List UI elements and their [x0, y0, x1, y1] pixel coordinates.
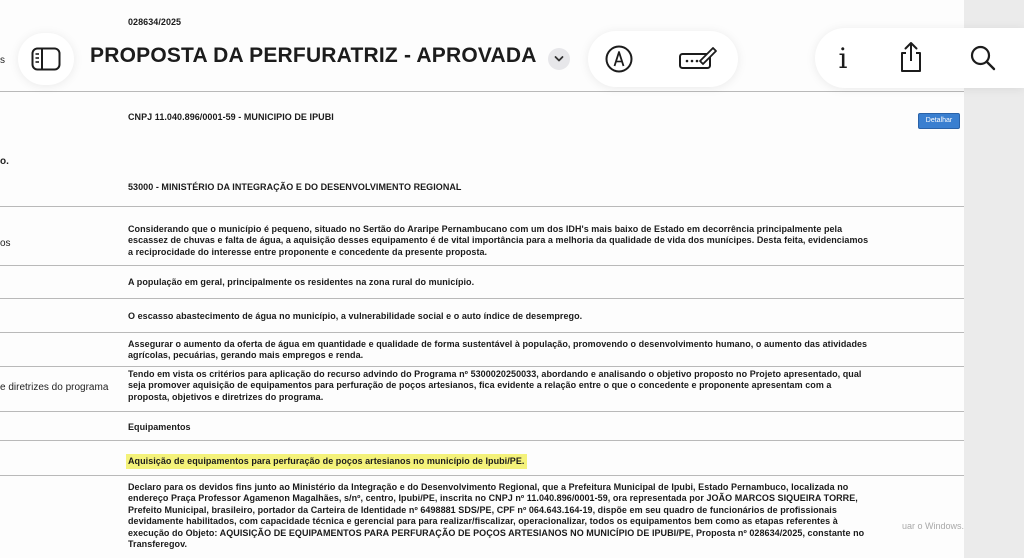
declaracao-text	[128, 482, 864, 550]
share-icon	[898, 41, 924, 73]
divider	[0, 366, 964, 367]
divider	[0, 475, 964, 476]
relacao-line: Tendo em vista os critérios para aplicação do recurso advindo do Programa nº 5300020250033, abordando e analisando o objetivo proposto no Projeto apresentado, qual	[128, 369, 862, 379]
divider	[0, 298, 964, 299]
justificativa-line: escassez de chuvas e falta de água, a aquisição desses equipamento é de vital importância para a melhoria da qualidade de vida dos munícipes. Desta feita, evidenciamos	[128, 235, 869, 246]
proposal-number: 028634/2025	[128, 17, 182, 27]
cnpj-line: CNPJ 11.040.896/0001-59 - MUNICIPIO DE IPUBI	[128, 112, 334, 122]
markup-pen-icon	[604, 44, 634, 74]
divider	[0, 265, 964, 266]
divider	[0, 206, 964, 207]
windows-activation-watermark: uar o Windows.	[902, 521, 964, 531]
categoria-text: Equipamentos	[128, 422, 191, 432]
resultados-text	[128, 339, 867, 362]
divider	[0, 440, 964, 441]
sidebar-icon	[31, 47, 61, 71]
search-button[interactable]	[969, 44, 997, 72]
document-title[interactable]: PROPOSTA DA PERFURATRIZ - APROVADA	[90, 44, 537, 67]
relacao-line: seja promover aquisição de equipamentos para perfuração de poços artesianos, fica evidente a relação entre o que o concedente e proponente apresentam com a	[128, 380, 832, 391]
title-menu-button[interactable]	[548, 48, 570, 70]
actions-toolbar	[815, 28, 1024, 88]
share-button[interactable]	[898, 41, 924, 73]
left-label-cut: s	[0, 55, 5, 66]
justificativa-line: Considerando que o município é pequeno, situado no Sertão do Araripe Pernambucano com um dos IDH's mais baixo de Estado em decorrência principalmente pela	[128, 224, 843, 234]
objeto-text	[128, 456, 527, 467]
divider	[0, 332, 964, 333]
declaracao-line: devidamente habilitados, com capacidade técnica e gerencial para para realizar/fiscalizar, operacionalizar, todos os equipamentos bem como as etapas referentes à	[128, 516, 838, 527]
info-icon: i	[838, 41, 848, 75]
publico-alvo-text: A população em geral, principalmente os residentes na zona rural do município.	[128, 277, 475, 287]
markup-toolbar	[588, 31, 738, 87]
relacao-line: proposta, objetivos e diretrizes do programa.	[128, 391, 324, 402]
justificativa-text	[128, 224, 868, 258]
declaracao-line: execução do Objeto: AQUISIÇÃO DE EQUIPAMENTOS PARA PERFURAÇÃO DE POÇOS ARTESIANOS NO MUNICÍPIO DE IPUBI/PE, Proposta nº 028634/2025, constante no	[128, 527, 865, 538]
search-icon	[969, 44, 997, 72]
signature-icon	[678, 44, 718, 72]
info-button[interactable]	[833, 42, 853, 74]
declaracao-line: Prefeito Municipal, brasileiro, portador da Carteira de Identidade nº 6498881 SDS/PE, CPF nº 064.643.164-19, dispõe em seu quadro de funcionários de profissionais	[128, 504, 837, 515]
divider	[0, 411, 964, 412]
declaracao-line: Declaro para os devidos fins junto ao Ministério da Integração e do Desenvolvimento Regional, que a Prefeitura Municipal de Ipubi, Estado Pernambuco, localizada no	[128, 482, 849, 492]
relacao-text	[128, 369, 861, 403]
detalhar-button[interactable]: Detalhar	[918, 113, 960, 129]
objeto-highlight: Aquisição de equipamentos para perfuração de poços artesianos no município de Ipubi/PE.	[126, 454, 527, 469]
markup-button[interactable]	[604, 44, 634, 74]
sidebar-toggle-button[interactable]	[18, 33, 74, 85]
resultados-line: agrícolas, pecuárias, gerando mais empregos e renda.	[128, 350, 364, 361]
resultados-line: Assegurar o aumento da oferta de água em quantidade e qualidade de forma sustentável à população, promovendo o desenvolvimento humano, o aumento das atividades	[128, 339, 868, 349]
declaracao-line: Transferegov.	[128, 539, 188, 550]
problema-text: O escasso abastecimento de água no município, a vulnerabilidade social e o auto índice de desemprego.	[128, 311, 583, 321]
justificativa-line: a reciprocidade do interesse entre proponente e concedente da presente proposta.	[128, 246, 488, 257]
declaracao-line: endereço Praça Professor Agamenon Magalhães, s/nº, centro, Ipubi/PE, inscrita no CNPJ nº 11.040.896/0001-59, ora representada por JOÃO MARCOS SIQUEIRA TORRE,	[128, 493, 858, 504]
divider	[0, 91, 964, 92]
ministry-line: 53000 - MINISTÉRIO DA INTEGRAÇÃO E DO DESENVOLVIMENTO REGIONAL	[128, 182, 462, 192]
signature-button[interactable]	[678, 44, 718, 72]
chevron-down-icon	[554, 55, 564, 63]
left-label-cut: os	[0, 238, 11, 249]
left-label-cut: o.	[0, 156, 9, 167]
left-label-diretrizes: e diretrizes do programa	[0, 382, 109, 393]
